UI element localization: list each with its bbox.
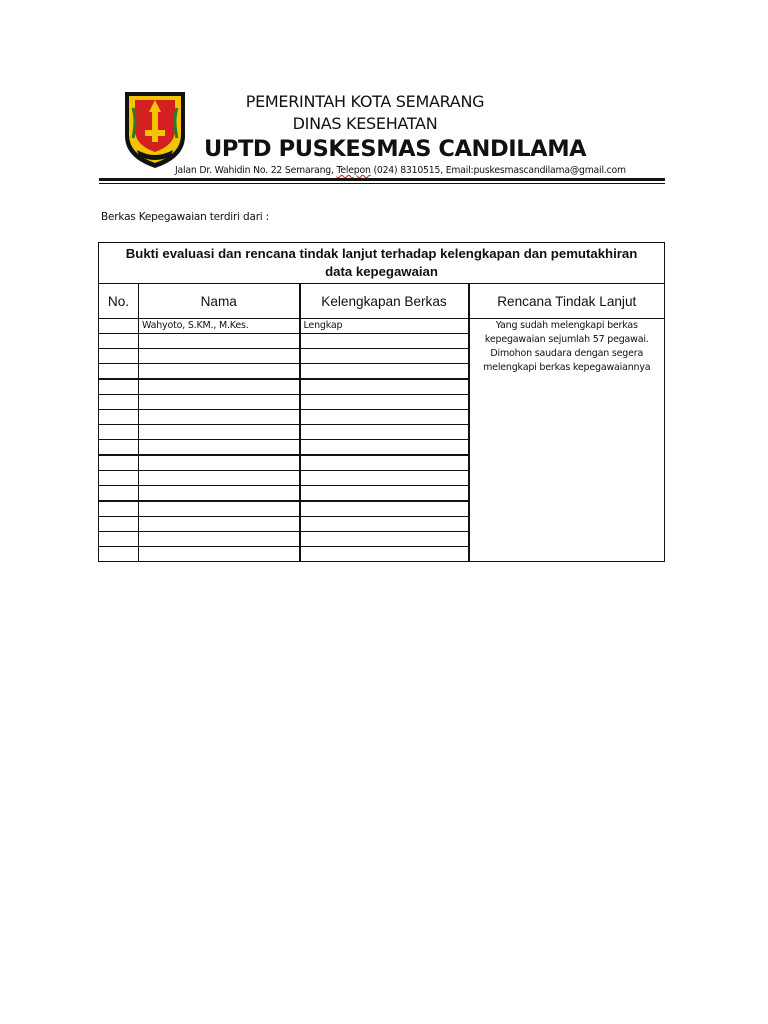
row-nama-cell [139,471,300,486]
table-caption [99,243,665,284]
row-kelengkapan-cell [300,334,469,349]
row-no-cell [99,440,139,456]
row-nama-cell [139,379,300,395]
row-kelengkapan-cell [300,517,469,532]
row-nama-cell: Wahyoto, S.KM., M.Kes. [139,319,300,334]
row-kelengkapan-cell [300,501,469,517]
row-kelengkapan-cell [300,455,469,471]
row-nama-cell [139,349,300,364]
rencana-tindak-lanjut-cell [469,319,665,562]
row-nama-cell [139,395,300,410]
government-name: PEMERINTAH KOTA SEMARANG [245,92,485,111]
row-kelengkapan-cell [300,364,469,380]
row-kelengkapan-cell [300,486,469,502]
row-no-cell [99,410,139,425]
row-kelengkapan-cell [300,379,469,395]
row-kelengkapan-cell [300,425,469,440]
row-no-cell [99,395,139,410]
row-kelengkapan-cell: Lengkap [300,319,469,334]
row-kelengkapan-cell [300,440,469,456]
row-kelengkapan-cell [300,410,469,425]
row-no-cell [99,517,139,532]
row-kelengkapan-cell [300,471,469,486]
row-nama-cell [139,455,300,471]
semarang-coat-of-arms-logo [123,90,187,170]
intro-text: Berkas Kepegawaian terdiri dari : [101,211,270,223]
row-no-cell [99,455,139,471]
address-part-telepon: Telepon [336,165,371,176]
header-rencana: Rencana Tindak Lanjut [469,284,665,319]
rencana-line: Dimohon saudara dengan segera [490,348,644,359]
table-header-row [99,284,665,319]
row-nama-cell [139,532,300,547]
row-no-cell [99,425,139,440]
address-part-2: (024) 8310515, Email:puskesmascandilama@gmail.com [370,165,626,176]
row-kelengkapan-cell [300,532,469,547]
row-kelengkapan-cell [300,395,469,410]
letterhead-rule-thin [99,183,665,184]
header-kelengkapan: Kelengkapan Berkas [300,284,469,319]
row-nama-cell [139,440,300,456]
table-caption-line-2: data kepegawaian [325,264,438,279]
rencana-line: kepegawaian sejumlah 57 pegawai. [484,334,649,345]
row-no-cell [99,547,139,562]
row-kelengkapan-cell [300,547,469,562]
row-nama-cell [139,547,300,562]
institution-name: UPTD PUSKESMAS CANDILAMA [204,136,587,162]
header-nama: Nama [139,284,300,319]
row-nama-cell [139,410,300,425]
letterhead-rule-thick [99,178,665,181]
address-part-1: Jalan Dr. Wahidin No. 22 Semarang, [175,165,337,176]
address-line [175,165,626,176]
row-nama-cell [139,501,300,517]
row-no-cell [99,364,139,380]
row-no-cell [99,486,139,502]
table-row [99,319,665,334]
row-no-cell [99,319,139,334]
row-no-cell [99,334,139,349]
row-nama-cell [139,425,300,440]
row-no-cell [99,379,139,395]
department-name: DINAS KESEHATAN [292,114,438,133]
row-nama-cell [139,486,300,502]
row-kelengkapan-cell [300,349,469,364]
row-no-cell [99,349,139,364]
staff-records-table [98,242,665,562]
header-no: No. [99,284,139,319]
row-no-cell [99,532,139,547]
rencana-line: melengkapi berkas kepegawaiannya [483,362,651,373]
table-caption-line-1: Bukti evaluasi dan rencana tindak lanjut terhadap kelengkapan dan pemutakhiran [125,246,638,261]
row-nama-cell [139,334,300,349]
rencana-line: Yang sudah melengkapi berkas [495,320,638,331]
row-nama-cell [139,517,300,532]
row-nama-cell [139,364,300,380]
row-no-cell [99,501,139,517]
row-no-cell [99,471,139,486]
